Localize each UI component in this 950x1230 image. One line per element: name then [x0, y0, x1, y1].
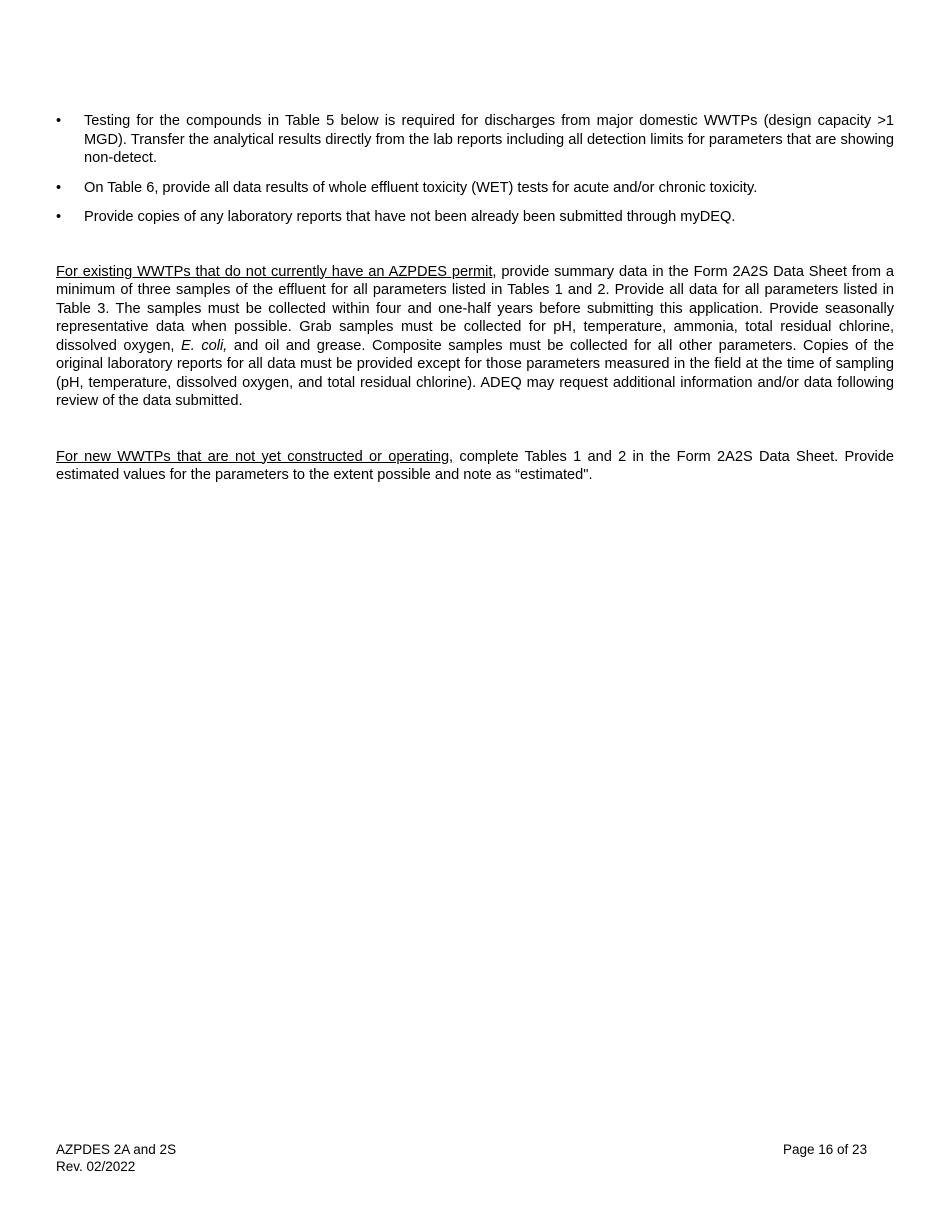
document-body: [56, 112, 894, 485]
existing-wwtp-heading: For existing WWTPs that do not currently have an AZPDES permit: [56, 263, 493, 280]
bullet-icon: •: [56, 179, 62, 196]
existing-wwtp-paragraph: For existing WWTPs that do not currently have an AZPDES permit, provide summary data in the Form 2A2S Data Sheet from a minimum of three samples of the effluent for all parameters listed in Tables 1 and 2. Provide all data for all parameters listed in Table 3. The samples must be collected within four and one-half years before submitting this application. Provide seasonally representative data when possible. Grab samples must be collected for pH, temperature, ammonia, total residual chlorine, dissolved oxygen, E. coli, and oil and grease. Composite samples must be collected for all other parameters. Copies of the original laboratory reports for all data must be provided except for those parameters measured in the field at the time of sampling (pH, temperature, dissolved oxygen, and total residual chlorine). ADEQ may request additional information and/or data following review of the data submitted.: [56, 263, 895, 409]
list-item: • Testing for the compounds in Table 5 below is required for discharges from major domestic WWTPs (design capacity >1 MGD). Transfer the analytical results directly from the lab reports including all detection limits for parameters that are showing non-detect.: [56, 113, 894, 166]
bullet-icon: •: [56, 209, 62, 225]
bullet-icon: •: [56, 113, 62, 129]
new-wwtp-paragraph: For new WWTPs that are not yet constructed or operating, complete Tables 1 and 2 in the Form 2A2S Data Sheet. Provide estimated values for the parameters to the extent possible and note as “estimated".: [56, 448, 894, 483]
e-coli-term: E. coli,: [181, 337, 228, 354]
footer-form-name: AZPDES 2A and 2S: [56, 1142, 177, 1157]
list-item: • Provide copies of any laboratory reports that have not been already been submitted through myDEQ.: [56, 209, 736, 225]
list-item: • On Table 6, provide all data results of whole effluent toxicity (WET) tests for acute and/or chronic toxicity.: [56, 179, 758, 196]
footer-form-info: [56, 1141, 176, 1175]
footer-revision: Rev. 02/2022: [56, 1159, 136, 1174]
new-wwtp-heading: For new WWTPs that are not yet constructed or operating,: [56, 448, 454, 465]
footer-page-number: Page 16 of 23: [783, 1142, 868, 1157]
requirements-list: [56, 112, 894, 227]
